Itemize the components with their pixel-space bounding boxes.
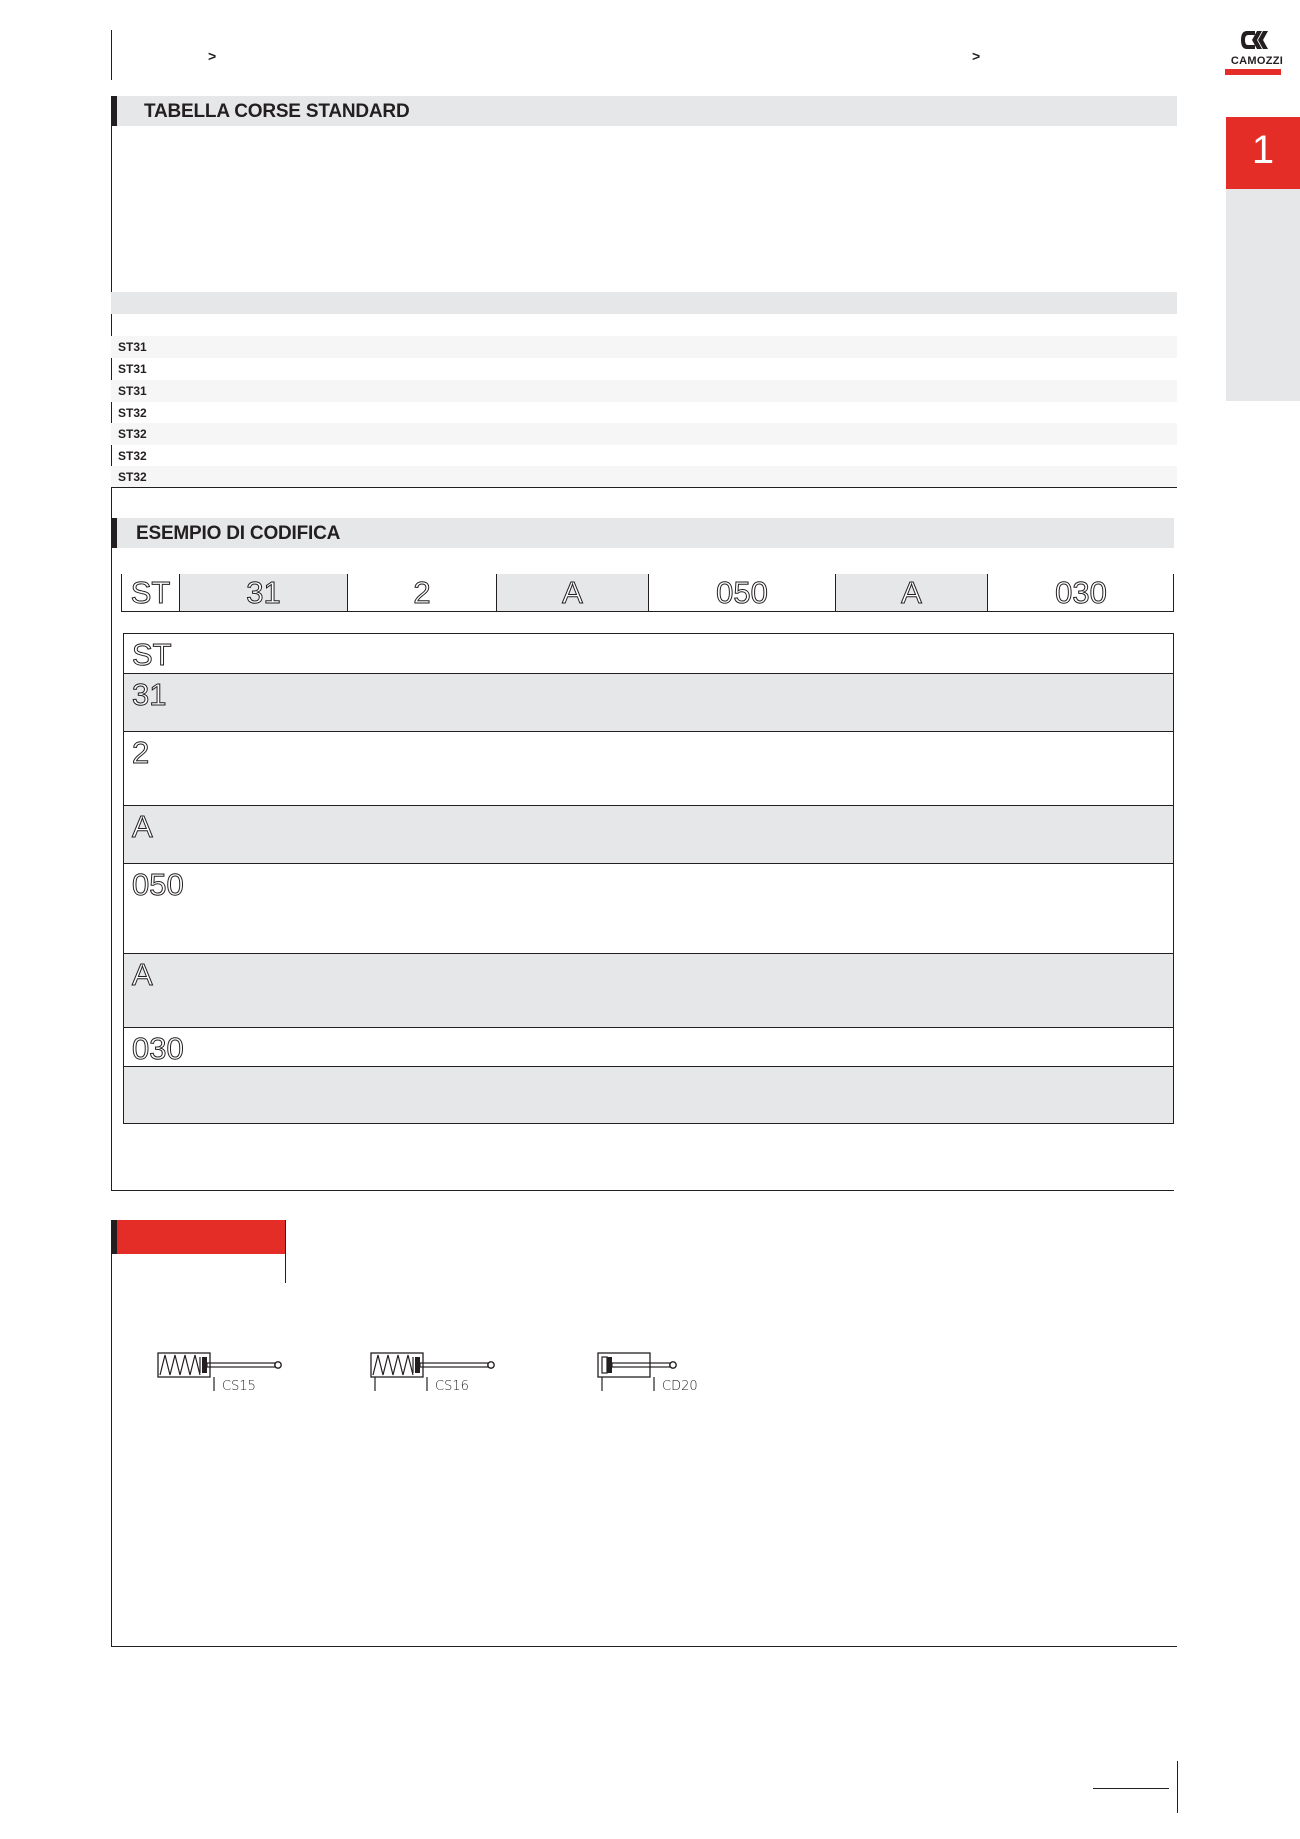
section-number: 1: [1251, 128, 1275, 172]
brand-bar: [1225, 69, 1281, 75]
legend-code: A: [132, 957, 153, 992]
breadcrumb-separator: >: [972, 48, 981, 64]
table-row: [111, 402, 1177, 424]
code-cell: ST: [130, 575, 171, 610]
code-cell: A: [835, 574, 987, 611]
row-code: ST31: [118, 340, 147, 354]
table-row: [111, 466, 1177, 488]
frame-bottom-line: [111, 1646, 1177, 1647]
tab-divider: [285, 1220, 286, 1283]
symbol-cs16: [363, 1345, 503, 1393]
symbols-section-tab: [111, 1220, 286, 1254]
table-header-band: [111, 292, 1177, 314]
symbol-cd20: [590, 1345, 730, 1393]
code-cell: 030: [987, 574, 1174, 611]
table-row: [111, 336, 1177, 358]
row-code: ST32: [118, 449, 147, 463]
row-code: ST32: [118, 406, 147, 420]
code-cell: A: [496, 574, 648, 611]
legend-code: A: [132, 809, 153, 844]
single-acting-cylinder-spring-extend-icon: [363, 1345, 503, 1393]
code-strip: [121, 574, 1174, 612]
symbol-cs15: [150, 1345, 290, 1393]
footer-divider: [1177, 1761, 1178, 1813]
legend-row: [124, 1028, 1173, 1067]
header-divider: [111, 30, 112, 80]
legend-code: 030: [132, 1031, 184, 1066]
single-acting-cylinder-spring-return-icon: [150, 1345, 290, 1393]
section-title: ESEMPIO DI CODIFICA: [136, 523, 341, 544]
legend-code: 050: [132, 867, 184, 902]
row-code: ST31: [118, 384, 147, 398]
symbol-label: CS15: [222, 1379, 256, 1394]
frame-bottom-line: [111, 1190, 1174, 1191]
legend-row: [124, 1067, 1173, 1123]
symbol-label: CD20: [662, 1379, 698, 1394]
table-bottom-rule: [111, 487, 1177, 488]
section-marker: [111, 518, 117, 548]
row-code: ST32: [118, 427, 147, 441]
symbol-label: CS16: [435, 1379, 469, 1394]
table-row: [111, 445, 1177, 467]
section-title: TABELLA CORSE STANDARD: [144, 101, 410, 122]
row-code: ST32: [118, 470, 147, 484]
code-cell: 2: [347, 574, 496, 611]
camozzi-logo-icon: [1225, 28, 1289, 54]
legend-row: [124, 674, 1173, 732]
table-row: [111, 423, 1177, 445]
table-row: [111, 380, 1177, 402]
section-marker: [111, 1220, 117, 1254]
code-cell: 31: [179, 574, 347, 611]
legend-row: [124, 954, 1173, 1028]
legend-row: [124, 806, 1173, 864]
code-cell: 050: [648, 574, 835, 611]
row-code: ST31: [118, 362, 147, 376]
brand-name: CAMOZZI: [1230, 55, 1284, 67]
section-marker: [111, 96, 117, 126]
camozzi-logo: [1225, 28, 1289, 74]
legend-code: 2: [132, 735, 150, 770]
frame-left-line: [111, 96, 112, 1191]
breadcrumb-separator: >: [208, 48, 217, 64]
section-header-strokes: [111, 96, 1177, 126]
legend-row: [124, 732, 1173, 806]
legend-code: ST: [132, 637, 172, 672]
section-header-coding: [111, 518, 1174, 548]
footer-rule: [1093, 1788, 1169, 1789]
double-acting-cylinder-icon: [590, 1345, 730, 1393]
legend-code: 31: [132, 677, 167, 712]
legend-row: [124, 864, 1173, 954]
frame-left-line: [111, 1254, 112, 1647]
coding-legend: [123, 633, 1174, 1124]
table-row: [111, 358, 1177, 380]
legend-row: [124, 634, 1173, 674]
